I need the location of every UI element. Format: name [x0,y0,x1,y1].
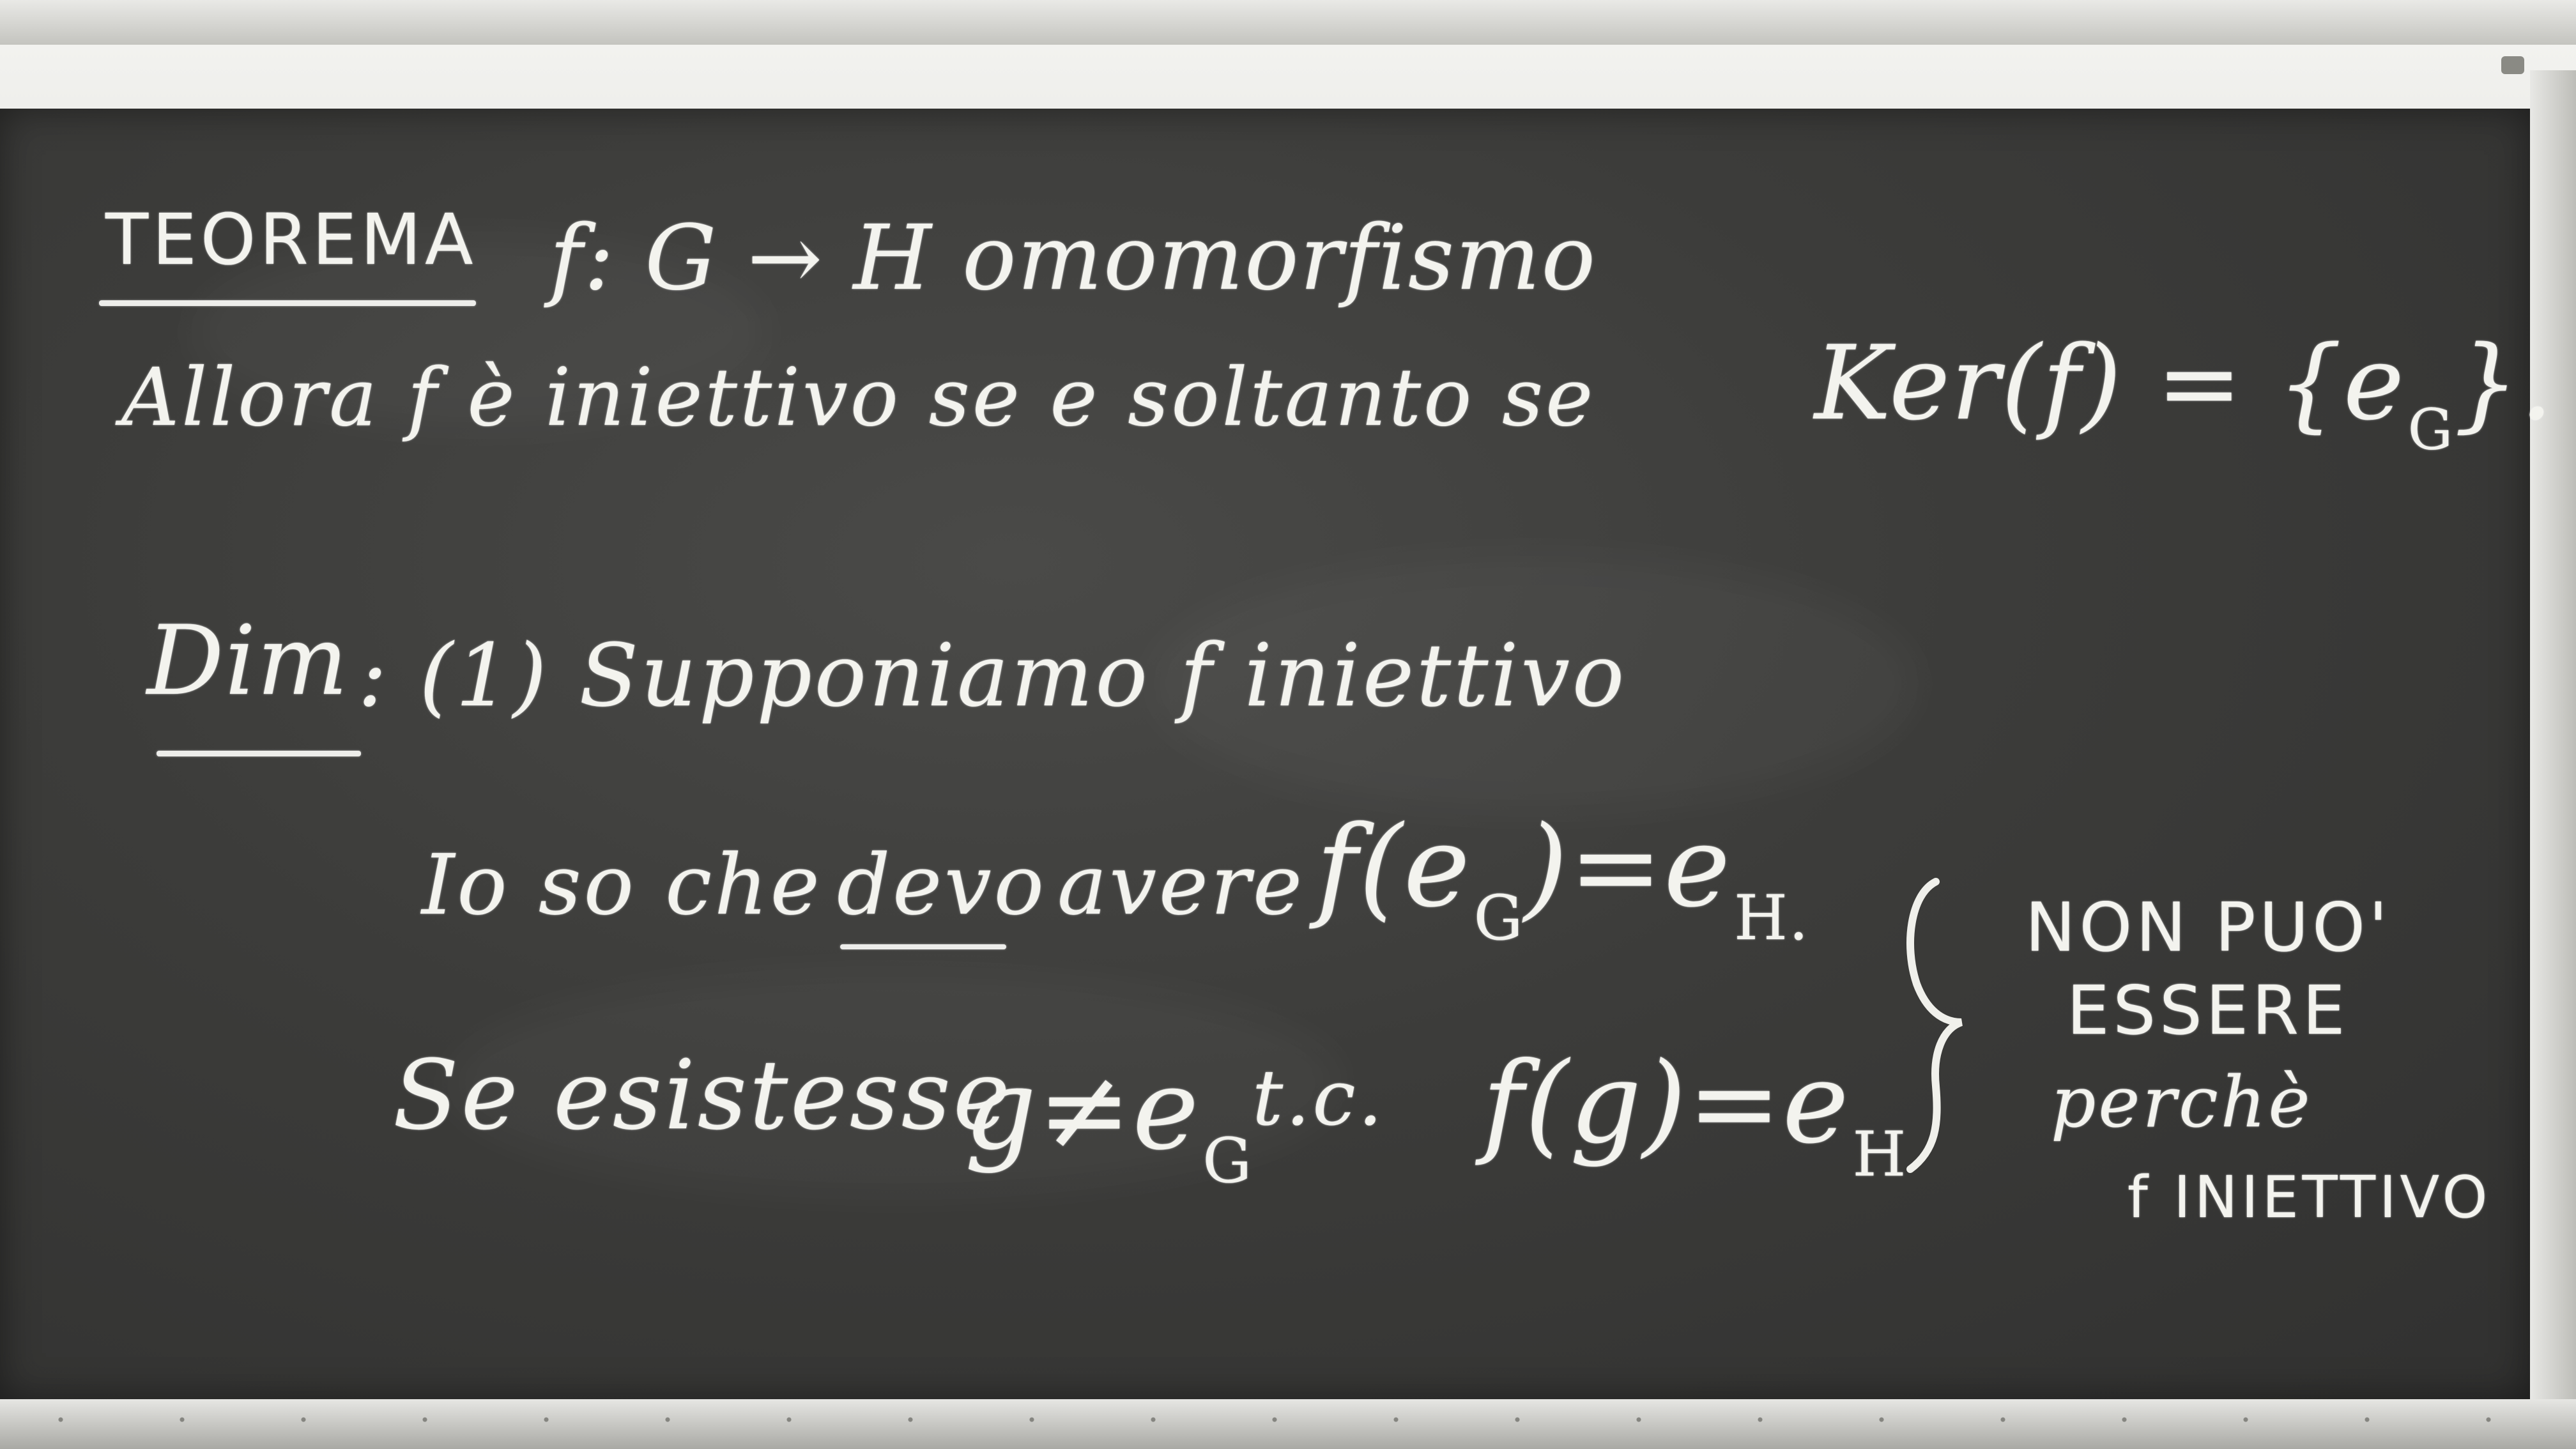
image-expr-main: f(g)=e [1482,1039,1850,1169]
image-expression [1482,1039,1908,1190]
exists-expression [965,1045,1254,1197]
kernel-expression [1814,323,2554,463]
kernel-subscript: G [2407,397,2455,463]
line-know: Io so che [422,836,822,933]
exists-subscript: G [1202,1124,1254,1197]
theorem-statement: f: G → H omomorfismo [549,206,1597,310]
proof-label: Dim [147,606,349,717]
devo-underline [840,944,1006,949]
curly-brace [1897,869,2000,1176]
side-note-line-2: ESSERE [2067,972,2349,1050]
identity-expr-mid: )=e [1524,802,1731,932]
chalk-tray-rivets [0,1413,2576,1426]
identity-expression [1316,802,1810,954]
side-note-line-1: NON PUO' [2025,889,2391,967]
kernel-expression-main: Ker(f) = {e [1814,323,2405,443]
line-must: devo [837,836,1046,933]
line-have: avere [1057,836,1305,933]
proof-label-underline [157,751,361,756]
proof-step-1: : (1) Supponiamo f iniettivo [358,625,1627,726]
wall [0,0,2576,45]
identity-subscript-h: H. [1733,882,1810,954]
kernel-expression-close: }. [2454,323,2554,443]
image-subscript: H [1852,1118,1908,1190]
frame-screw [2501,56,2524,74]
exists-expr-main: g≠e [965,1045,1200,1175]
side-note-line-4: f INIETTIVO [2128,1164,2492,1231]
theorem-claim: Allora f è iniettivo se e soltanto se [121,351,1596,444]
board-frame-right-edge [2530,70,2576,1418]
side-note-line-3: perchè [2051,1061,2313,1143]
theorem-label: TEOREMA [105,199,477,280]
line-exists: Se esistesse [393,1040,1013,1151]
theorem-label-underline [99,300,476,306]
such-that: t.c. [1252,1054,1385,1143]
identity-subscript-g: G [1473,882,1524,954]
identity-expr-main: f(e [1316,802,1471,932]
